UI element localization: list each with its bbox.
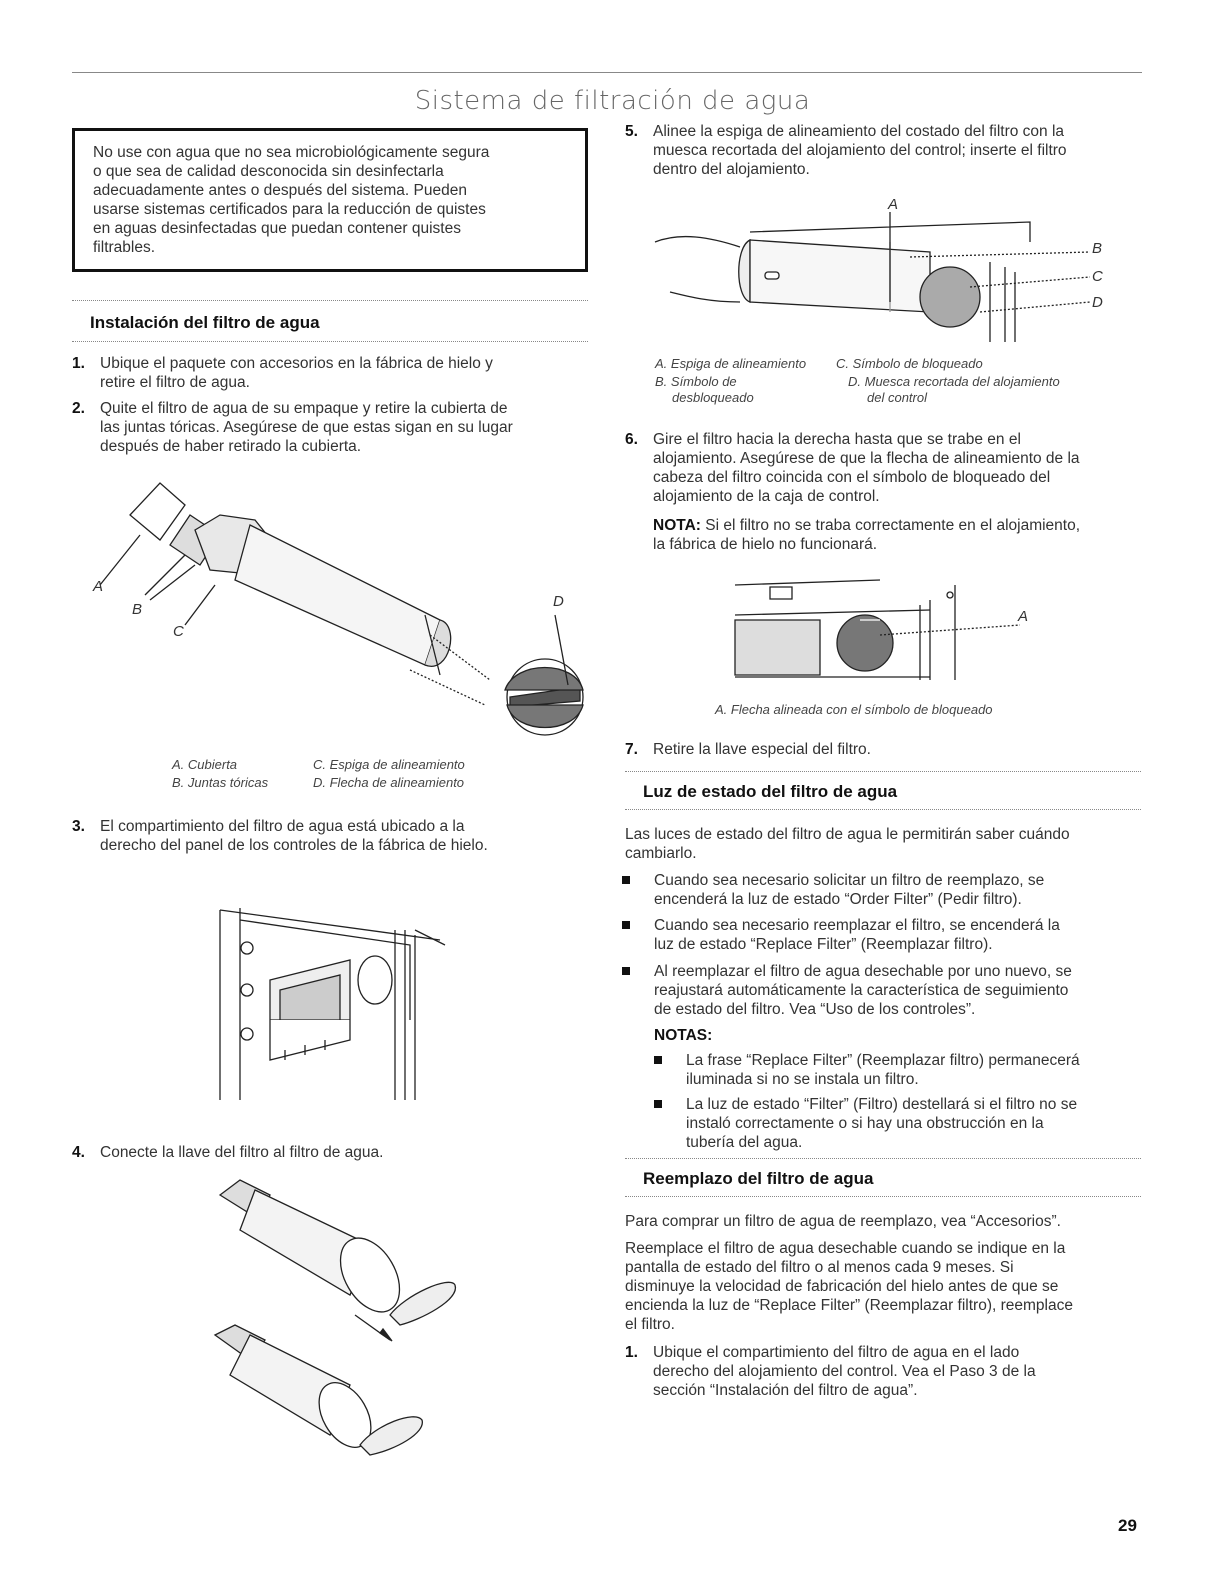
- fig3-label-a: A: [1018, 608, 1029, 625]
- fig2-label-b: B: [1092, 240, 1103, 257]
- step-number: 5.: [625, 123, 638, 140]
- page-number: 29: [1118, 1516, 1137, 1535]
- step-number: 4.: [72, 1144, 85, 1161]
- section-heading-install: [72, 300, 588, 342]
- fig1-caption-d: D. Flecha de alineamiento: [313, 775, 465, 790]
- fig1-label-c: C: [173, 623, 184, 640]
- fig2-caption-b1: B. Símbolo de: [655, 374, 737, 389]
- filter-key-illustration: [200, 1175, 470, 1465]
- bullet-text: de estado del filtro. Vea “Uso de los controles”.: [654, 1001, 976, 1018]
- filter-compartment-illustration: [210, 900, 460, 1020]
- section-heading-text: Reemplazo del filtro de agua: [643, 1169, 874, 1188]
- filter-insert-illustration: [650, 212, 1090, 347]
- step-number: 3.: [72, 818, 85, 835]
- section-heading-status: [625, 771, 1141, 810]
- notes-bullet: [654, 1095, 1144, 1152]
- step-text: después de haber retirado la cubierta.: [100, 438, 362, 455]
- filter-locked-illustration: [730, 575, 1030, 685]
- step-7: [625, 740, 1145, 759]
- replace-line: encienda la luz de “Replace Filter” (Reemplazar filtro), reemplace: [625, 1297, 1073, 1314]
- note-paragraph: [653, 516, 1080, 554]
- bullet-text: Cuando sea necesario reemplazar el filtro, se encenderá la: [654, 917, 1060, 934]
- warning-line: o que sea de calidad desconocida sin desinfectarla: [93, 163, 444, 180]
- step-text: Conecte la llave del filtro al filtro de agua.: [100, 1144, 384, 1161]
- bullet-square: [654, 1056, 662, 1064]
- fig3-caption: A. Flecha alineada con el símbolo de bloqueado: [715, 702, 993, 717]
- fig2-label-d: D: [1092, 294, 1103, 311]
- fig2-caption-c: C. Símbolo de bloqueado: [836, 356, 983, 371]
- fig1-label-a: A: [93, 578, 104, 595]
- fig2-caption-b2: desbloqueado: [672, 390, 754, 405]
- step-text: Ubique el compartimiento del filtro de agua en el lado: [653, 1344, 1020, 1361]
- warning-line: No use con agua que no sea microbiológicamente segura: [93, 144, 490, 161]
- fig1-label-b: B: [132, 601, 143, 618]
- notes-bullet: [654, 1051, 1144, 1089]
- step-text: Ubique el paquete con accesorios en la fábrica de hielo y: [100, 355, 493, 372]
- fig1-caption-b: B. Juntas tóricas: [172, 775, 269, 790]
- replace-step-1: [625, 1343, 1145, 1400]
- section-heading-text: Instalación del filtro de agua: [90, 313, 320, 332]
- step-text: alojamiento. Asegúrese de que la flecha de alineamiento de la: [653, 450, 1080, 467]
- step-text: Gire el filtro hacia la derecha hasta que se trabe en el: [653, 431, 1021, 448]
- status-bullet: [622, 916, 1142, 954]
- step-2: [72, 399, 592, 456]
- bullet-text: La frase “Replace Filter” (Reemplazar filtro) permanecerá: [686, 1052, 1080, 1069]
- status-bullet: [622, 962, 1142, 1019]
- warning-line: adecuadamente antes o después del sistema. Pueden: [93, 182, 467, 199]
- step-3: [72, 817, 592, 855]
- fig1-caption-a: A. Cubierta: [172, 757, 238, 772]
- step-number: 2.: [72, 400, 85, 417]
- page-title: Sistema de filtración de agua: [414, 86, 811, 116]
- note-text: la fábrica de hielo no funcionará.: [653, 536, 878, 553]
- replace-line: Reemplace el filtro de agua desechable cuando se indique en la: [625, 1240, 1066, 1257]
- step-text: retire el filtro de agua.: [100, 374, 250, 391]
- replace-paragraph-1: [625, 1212, 1061, 1231]
- status-intro: [625, 825, 1070, 863]
- fig2-label-a: A: [888, 196, 899, 213]
- bullet-text: luz de estado “Replace Filter” (Reemplazar filtro).: [654, 936, 993, 953]
- status-intro-line: Las luces de estado del filtro de agua le permitirán saber cuándo: [625, 826, 1070, 843]
- bullet-text: tubería del agua.: [686, 1134, 803, 1151]
- bullet-square: [622, 967, 630, 975]
- step-text: sección “Instalación del filtro de agua”.: [653, 1382, 918, 1399]
- warning-box: [72, 128, 588, 272]
- bullet-text: iluminada si no se instala un filtro.: [686, 1071, 919, 1088]
- step-text: muesca recortada del alojamiento del control; inserte el filtro: [653, 142, 1067, 159]
- replace-line: Para comprar un filtro de agua de reemplazo, vea “Accesorios”.: [625, 1213, 1061, 1230]
- replace-paragraph-2: [625, 1239, 1073, 1334]
- step-text: Quite el filtro de agua de su empaque y retire la cubierta de: [100, 400, 508, 417]
- step-number: 1.: [72, 355, 85, 372]
- notes-label: NOTAS:: [654, 1027, 713, 1044]
- bullet-square: [654, 1100, 662, 1108]
- section-heading-text: Luz de estado del filtro de agua: [643, 782, 898, 801]
- step-5: [625, 122, 1145, 179]
- top-rule: [72, 72, 1142, 73]
- fig2-caption-d2: del control: [867, 390, 927, 405]
- replace-line: disminuye la velocidad de fabricación del hielo antes de que se: [625, 1278, 1059, 1295]
- bullet-square: [622, 921, 630, 929]
- replace-line: pantalla de estado del filtro o al menos cada 9 meses. Si: [625, 1259, 1014, 1276]
- step-4: [72, 1143, 592, 1162]
- fig2-caption-a: A. Espiga de alineamiento: [655, 356, 807, 371]
- step-number: 7.: [625, 741, 638, 758]
- bullet-square: [622, 876, 630, 884]
- step-text: derecho del panel de los controles de la fábrica de hielo.: [100, 837, 488, 854]
- warning-line: usarse sistemas certificados para la reducción de quistes: [93, 201, 486, 218]
- step-text: Alinee la espiga de alineamiento del costado del filtro con la: [653, 123, 1065, 140]
- note-label: NOTA:: [653, 517, 701, 534]
- step-text: derecho del alojamiento del control. Vea el Paso 3 de la: [653, 1363, 1036, 1380]
- bullet-text: Cuando sea necesario solicitar un filtro de reemplazo, se: [654, 872, 1045, 889]
- status-bullet: [622, 871, 1142, 909]
- step-number: 1.: [625, 1344, 638, 1361]
- bullet-text: Al reemplazar el filtro de agua desechable por uno nuevo, se: [654, 963, 1072, 980]
- bullet-text: reajustará automáticamente la característica de seguimiento: [654, 982, 1069, 999]
- status-intro-line: cambiarlo.: [625, 845, 697, 862]
- note-text: Si el filtro no se traba correctamente en el alojamiento,: [700, 517, 1081, 534]
- fig2-label-c: C: [1092, 268, 1103, 285]
- bullet-text: La luz de estado “Filter” (Filtro) destellará si el filtro no se: [686, 1096, 1078, 1113]
- bullet-text: encenderá la luz de estado “Order Filter” (Pedir filtro).: [654, 891, 1022, 908]
- step-text: cabeza del filtro coincida con el símbolo de bloqueado del: [653, 469, 1051, 486]
- step-text: dentro del alojamiento.: [653, 161, 810, 178]
- step-6: [625, 430, 1145, 506]
- section-heading-replace: [625, 1158, 1141, 1197]
- step-text: las juntas tóricas. Asegúrese de que estas sigan en su lugar: [100, 419, 513, 436]
- step-text: El compartimiento del filtro de agua está ubicado a la: [100, 818, 465, 835]
- warning-line: en aguas desinfectadas que puedan contener quistes: [93, 220, 461, 237]
- fig1-caption-c: C. Espiga de alineamiento: [313, 757, 465, 772]
- step-text: Retire la llave especial del filtro.: [653, 741, 871, 758]
- warning-line: filtrables.: [93, 239, 156, 256]
- fig1-label-d: D: [553, 593, 564, 610]
- filter-compartment-lower-illustration: [210, 1020, 460, 1100]
- replace-line: el filtro.: [625, 1316, 675, 1333]
- note-line: [653, 516, 1080, 535]
- step-number: 6.: [625, 431, 638, 448]
- step-1: [72, 354, 592, 392]
- bullet-text: instaló correctamente o si hay una obstrucción en la: [686, 1115, 1044, 1132]
- fig2-caption-d1: D. Muesca recortada del alojamiento: [848, 374, 1060, 389]
- filter-cover-illustration: [90, 475, 590, 745]
- step-text: alojamiento de la caja de control.: [653, 488, 880, 505]
